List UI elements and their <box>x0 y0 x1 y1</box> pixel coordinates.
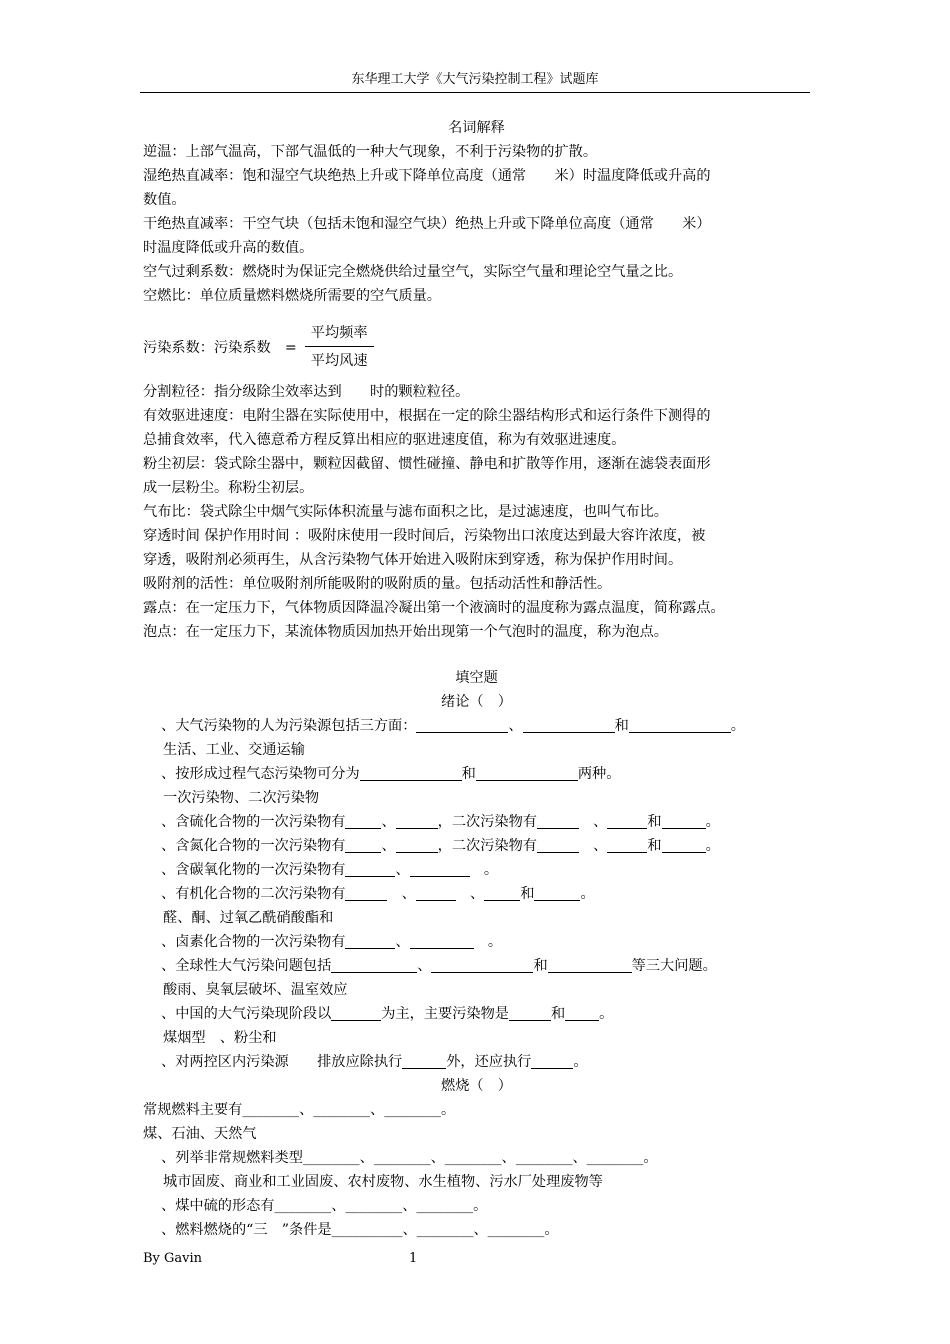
question-10: 、对两控区内污染源 排放应除执行 外，还应执行 。 <box>161 1054 588 1070</box>
question-1: 、大气污染物的人为污染源包括三方面： 、 和 。 <box>161 718 745 734</box>
answer-blank[interactable] <box>402 1052 446 1069</box>
answer-blank[interactable] <box>345 836 381 853</box>
answer-blank[interactable] <box>662 836 706 853</box>
answer-blank[interactable] <box>662 812 706 829</box>
answer-blank[interactable] <box>345 860 395 877</box>
answer-blank[interactable] <box>345 884 387 901</box>
footer-author: By Gavin <box>143 1251 203 1266</box>
question-8: 、全球性大气污染问题包括 、 和 等三大问题。 <box>161 958 717 974</box>
answer-blank[interactable] <box>431 956 533 973</box>
question-7: 、卤素化合物的一次污染物有 、 。 <box>161 934 503 950</box>
formula-denominator: 平均风速 <box>310 352 368 369</box>
comb-question-1: 常规燃料主要有________、________、________。 <box>143 1102 456 1118</box>
answer-blank[interactable] <box>396 836 438 853</box>
answer-blank[interactable] <box>331 956 417 973</box>
def-bubble-point: 泡点：在一定压力下，某流体物质因加热开始出现第一个气泡时的温度，称为泡点。 <box>143 624 668 640</box>
answer-blank[interactable] <box>331 1004 381 1021</box>
answer-blank[interactable] <box>537 836 579 853</box>
document-body <box>143 116 810 1242</box>
answer-blank[interactable] <box>523 716 615 733</box>
def-breakthrough-line2: 穿透，吸附剂必须再生，从含污染物气体开始进入吸附床到穿透，称为保护作用时间。 <box>143 552 683 568</box>
def-adsorbent-activity: 吸附剂的活性：单位吸附剂所能吸附的吸附质的量。包括动活性和静活性。 <box>143 576 612 592</box>
def-dust-layer-line2: 成一层粉尘。称粉尘初层。 <box>143 480 314 496</box>
answer-blank[interactable] <box>416 716 508 733</box>
answer-blank[interactable] <box>607 812 647 829</box>
answer-blank[interactable] <box>534 884 580 901</box>
answer-blank[interactable] <box>565 1004 599 1021</box>
def-dry-lapse-line2: 时温度降低或升高的数值。 <box>143 240 314 256</box>
def-wet-lapse-line2: 数值。 <box>143 192 186 208</box>
answer-6: 醛、酮、过氧乙酰硝酸酯和 <box>163 910 334 926</box>
def-drift-line2: 总捕食效率，代入德意希方程反算出相应的驱进速度值，称为有效驱进速度。 <box>143 432 626 448</box>
subsection-intro: 绪论（ ） <box>441 694 512 710</box>
def-dew-point: 露点：在一定压力下，气体物质因降温冷凝出第一个液滴时的温度称为露点温度，简称露点。 <box>143 600 725 616</box>
answer-blank[interactable] <box>410 932 474 949</box>
comb-answer-1: 煤、石油、天然气 <box>143 1126 257 1142</box>
answer-blank[interactable] <box>509 1004 551 1021</box>
answer-blank[interactable] <box>345 812 381 829</box>
answer-8: 酸雨、臭氧层破坏、温室效应 <box>163 982 348 998</box>
section-title-fill: 填空题 <box>455 670 498 686</box>
page-header: 东华理工大学《大气污染控制工程》试题库 <box>140 70 810 93</box>
comb-question-3: 、煤中硫的形态有________、________、________。 <box>161 1198 488 1214</box>
question-9: 、中国的大气污染现阶段以 为主，主要污染物是 和 。 <box>161 1006 614 1022</box>
subsection-combustion: 燃烧（ ） <box>441 1078 512 1094</box>
def-dry-lapse-line1: 干绝热直减率：干空气块（包括未饱和湿空气块）绝热上升或下降单位高度（通常 米） <box>143 216 711 232</box>
def-wet-lapse-line1: 湿绝热直减率：饱和湿空气块绝热上升或下降单位高度（通常 米）时温度降低或升高的 <box>143 168 711 184</box>
def-excess-air: 空气过剩系数：燃烧时为保证完全燃烧供给过量空气，实际空气量和理论空气量之比。 <box>143 264 683 280</box>
answer-blank[interactable] <box>537 812 579 829</box>
answer-blank[interactable] <box>410 860 470 877</box>
question-5: 、含碳氧化物的一次污染物有 、 。 <box>161 862 499 878</box>
answer-blank[interactable] <box>396 812 438 829</box>
comb-answer-2: 城市固废、商业和工业固废、农村废物、水生植物、污水厂处理废物等 <box>163 1174 603 1190</box>
answer-2: 一次污染物、二次污染物 <box>163 790 320 806</box>
answer-blank[interactable] <box>416 884 456 901</box>
answer-blank[interactable] <box>345 932 395 949</box>
answer-blank[interactable] <box>360 764 462 781</box>
def-pollution-coefficient <box>143 320 810 374</box>
question-6: 、有机化合物的二次污染物有 、 、 和 。 <box>161 886 595 902</box>
footer-page-number: 1 <box>409 1251 418 1266</box>
def-air-fuel-ratio: 空燃比：单位质量燃料燃烧所需要的空气质量。 <box>143 288 441 304</box>
formula-fraction <box>305 323 374 372</box>
comb-question-4: 、燃料燃烧的“三 ”条件是__________、________、________。 <box>161 1222 559 1238</box>
def-air-cloth-ratio: 气布比：袋式除尘中烟气实际体积流量与滤布面积之比，是过滤速度，也叫气布比。 <box>143 504 668 520</box>
answer-blank[interactable] <box>531 1052 573 1069</box>
def-drift-line1: 有效驱进速度：电附尘器在实际使用中，根据在一定的除尘器结构形式和运行条件下测得的 <box>143 408 711 424</box>
comb-question-2: 、列举非常规燃料类型________、________、________、________、________。 <box>161 1150 658 1166</box>
formula-label: 污染系数：污染系数 = <box>143 340 297 356</box>
question-2: 、按形成过程气态污染物可分为 和 两种。 <box>161 766 621 782</box>
answer-9: 煤烟型 、粉尘和 <box>163 1030 277 1046</box>
answer-1: 生活、工业、交通运输 <box>163 742 305 758</box>
def-dust-layer-line1: 粉尘初层：袋式除尘器中，颗粒因截留、惯性碰撞、静电和扩散等作用，逐渐在滤袋表面形 <box>143 456 711 472</box>
question-4: 、含氮化合物的一次污染物有 、 ，二次污染物有 、 和 。 <box>161 838 720 854</box>
def-cut-size: 分割粒径：指分级除尘效率达到 时的颗粒粒径。 <box>143 384 470 400</box>
answer-blank[interactable] <box>607 836 647 853</box>
answer-blank[interactable] <box>629 716 731 733</box>
def-breakthrough-line1: 穿透时间 保护作用时间 ：吸附床使用一段时间后，污染物出口浓度达到最大容许浓度，被 <box>143 528 706 544</box>
question-3: 、含硫化合物的一次污染物有 、 ，二次污染物有 、 和 。 <box>161 814 720 830</box>
answer-blank[interactable] <box>484 884 520 901</box>
def-inversion: 逆温：上部气温高，下部气温低的一种大气现象，不利于污染物的扩散。 <box>143 144 598 160</box>
answer-blank[interactable] <box>548 956 632 973</box>
answer-blank[interactable] <box>476 764 578 781</box>
section-title-definitions: 名词解释 <box>448 120 505 136</box>
formula-numerator: 平均频率 <box>305 323 374 347</box>
